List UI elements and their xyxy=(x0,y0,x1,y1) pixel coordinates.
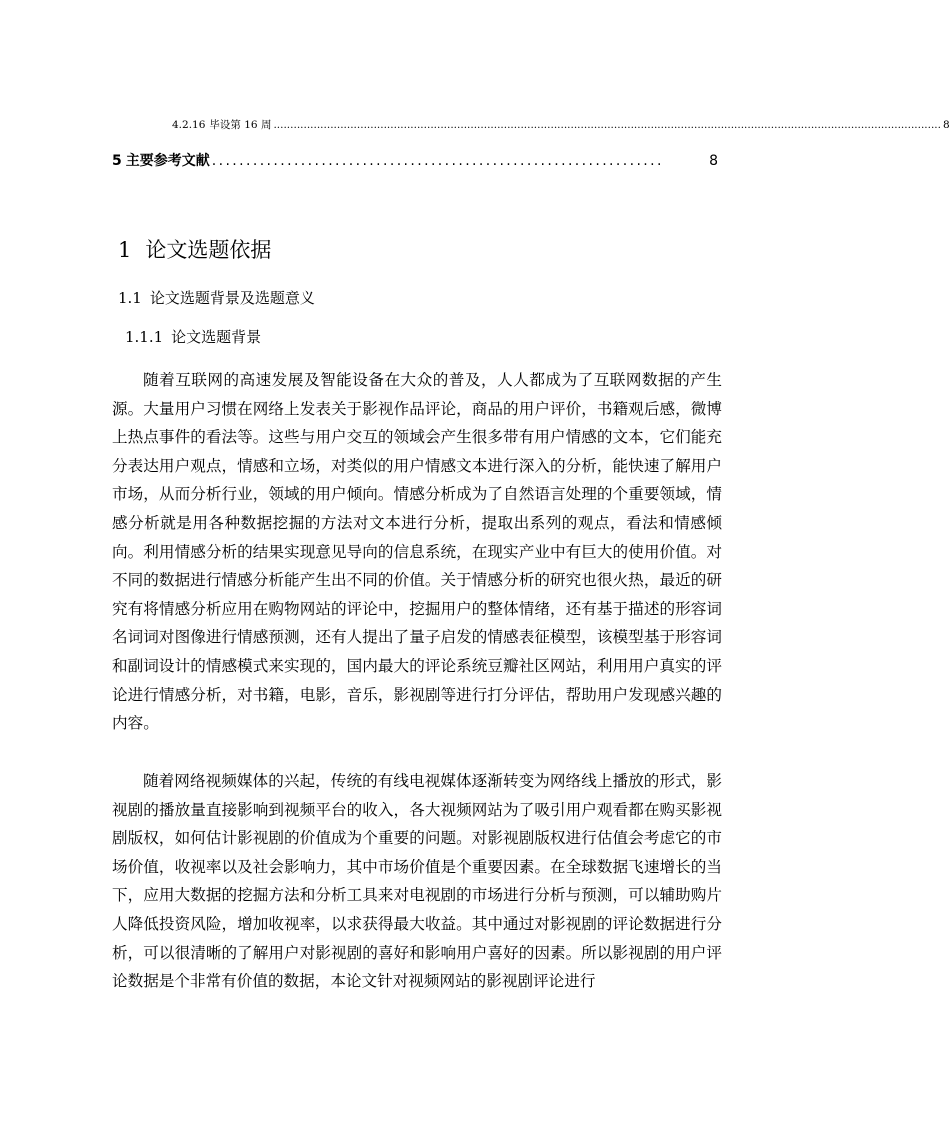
toc-entry-page: 8 xyxy=(709,153,718,169)
body-paragraph: 随着互联网的高速发展及智能设备在大众的普及，人人都成为了互联网数据的产生源。大量用户习惯在网络上发表关于影视作品评论，商品的用户评价，书籍观后感，微博上热点事件的看法等。这些与用户交互的领域会产生很多带有用户情感的文本，它们能充分表达用户观点，情感和立场，对类似的用户情感文本进行深入的分析，能快速了解用户市场，从而分析行业，领域的用户倾向。情感分析成为了自然语言处理的个重要领域，情感分析就是用各种数据挖掘的方法对文本进行分析，提取出系列的观点，看法和情感倾向。利用情感分析的结果实现意见导向的信息系统，在现实产业中有巨大的使用价值。对不同的数据进行情感分析能产生出不同的价值。关于情感分析的研究也很火热，最近的研究有将情感分析应用在购物网站的评论中，挖掘用户的整体情绪，还有基于描述的形容词名词词对图像进行情感预测，还有人提出了量子启发的情感表征模型，该模型基于形容词和副词设计的情感模式来实现的，国内最大的评论系统豆瓣社区网站，利用用户真实的评论进行情感分析，对书籍，电影，音乐，影视剧等进行打分评估，帮助用户发现感兴趣的内容。 xyxy=(112,371,722,733)
toc-entry-page: 8 xyxy=(942,119,950,131)
subsection-heading xyxy=(125,326,261,347)
section-number: 1.1 xyxy=(118,289,142,307)
subsection-title: 论文选题背景 xyxy=(171,328,262,346)
toc-entry-number: 5 xyxy=(112,153,122,169)
toc-entry-number: 4.2.16 xyxy=(172,119,206,131)
section-heading xyxy=(118,287,315,308)
toc-entry-title: 毕设第 16 周 xyxy=(209,119,272,131)
section-title: 论文选题背景及选题意义 xyxy=(149,289,315,307)
subsection-number: 1.1.1 xyxy=(125,328,164,346)
chapter-title: 论文选题依据 xyxy=(145,238,272,262)
chapter-number: 1 xyxy=(118,238,132,262)
toc-entry-5[interactable] xyxy=(112,150,718,170)
toc-dot-leader: ........................................................................................................................................................................................................ xyxy=(273,119,941,131)
toc-entry-4-2-16[interactable] xyxy=(172,117,950,132)
body-paragraph: 随着网络视频媒体的兴起，传统的有线电视媒体逐渐转变为网络线上播放的形式，影视剧的播放量直接影响到视频平台的收入，各大视频网站为了吸引用户观看都在购买影视剧版权，如何估计影视剧的价值成为个重要的问题。对影视剧版权进行估值会考虑它的市场价值，收视率以及社会影响力，其中市场价值是个重要因素。在全球数据飞速增长的当下，应用大数据的挖掘方法和分析工具来对电视剧的市场进行分析与预测，可以辅助购片人降低投资风险，增加收视率，以求获得最大收益。其中通过对影视剧的评论数据进行分析，可以很清晰的了解用户对影视剧的喜好和影响用户喜好的因素。所以影视剧的用户评论数据是个非常有价值的数据，本论文针对视频网站的影视剧评论进行 xyxy=(112,772,722,991)
chapter-heading xyxy=(118,234,271,264)
toc-dot-leader: .................................................................. xyxy=(211,153,664,169)
toc-entry-title: 主要参考文献 xyxy=(125,153,210,169)
